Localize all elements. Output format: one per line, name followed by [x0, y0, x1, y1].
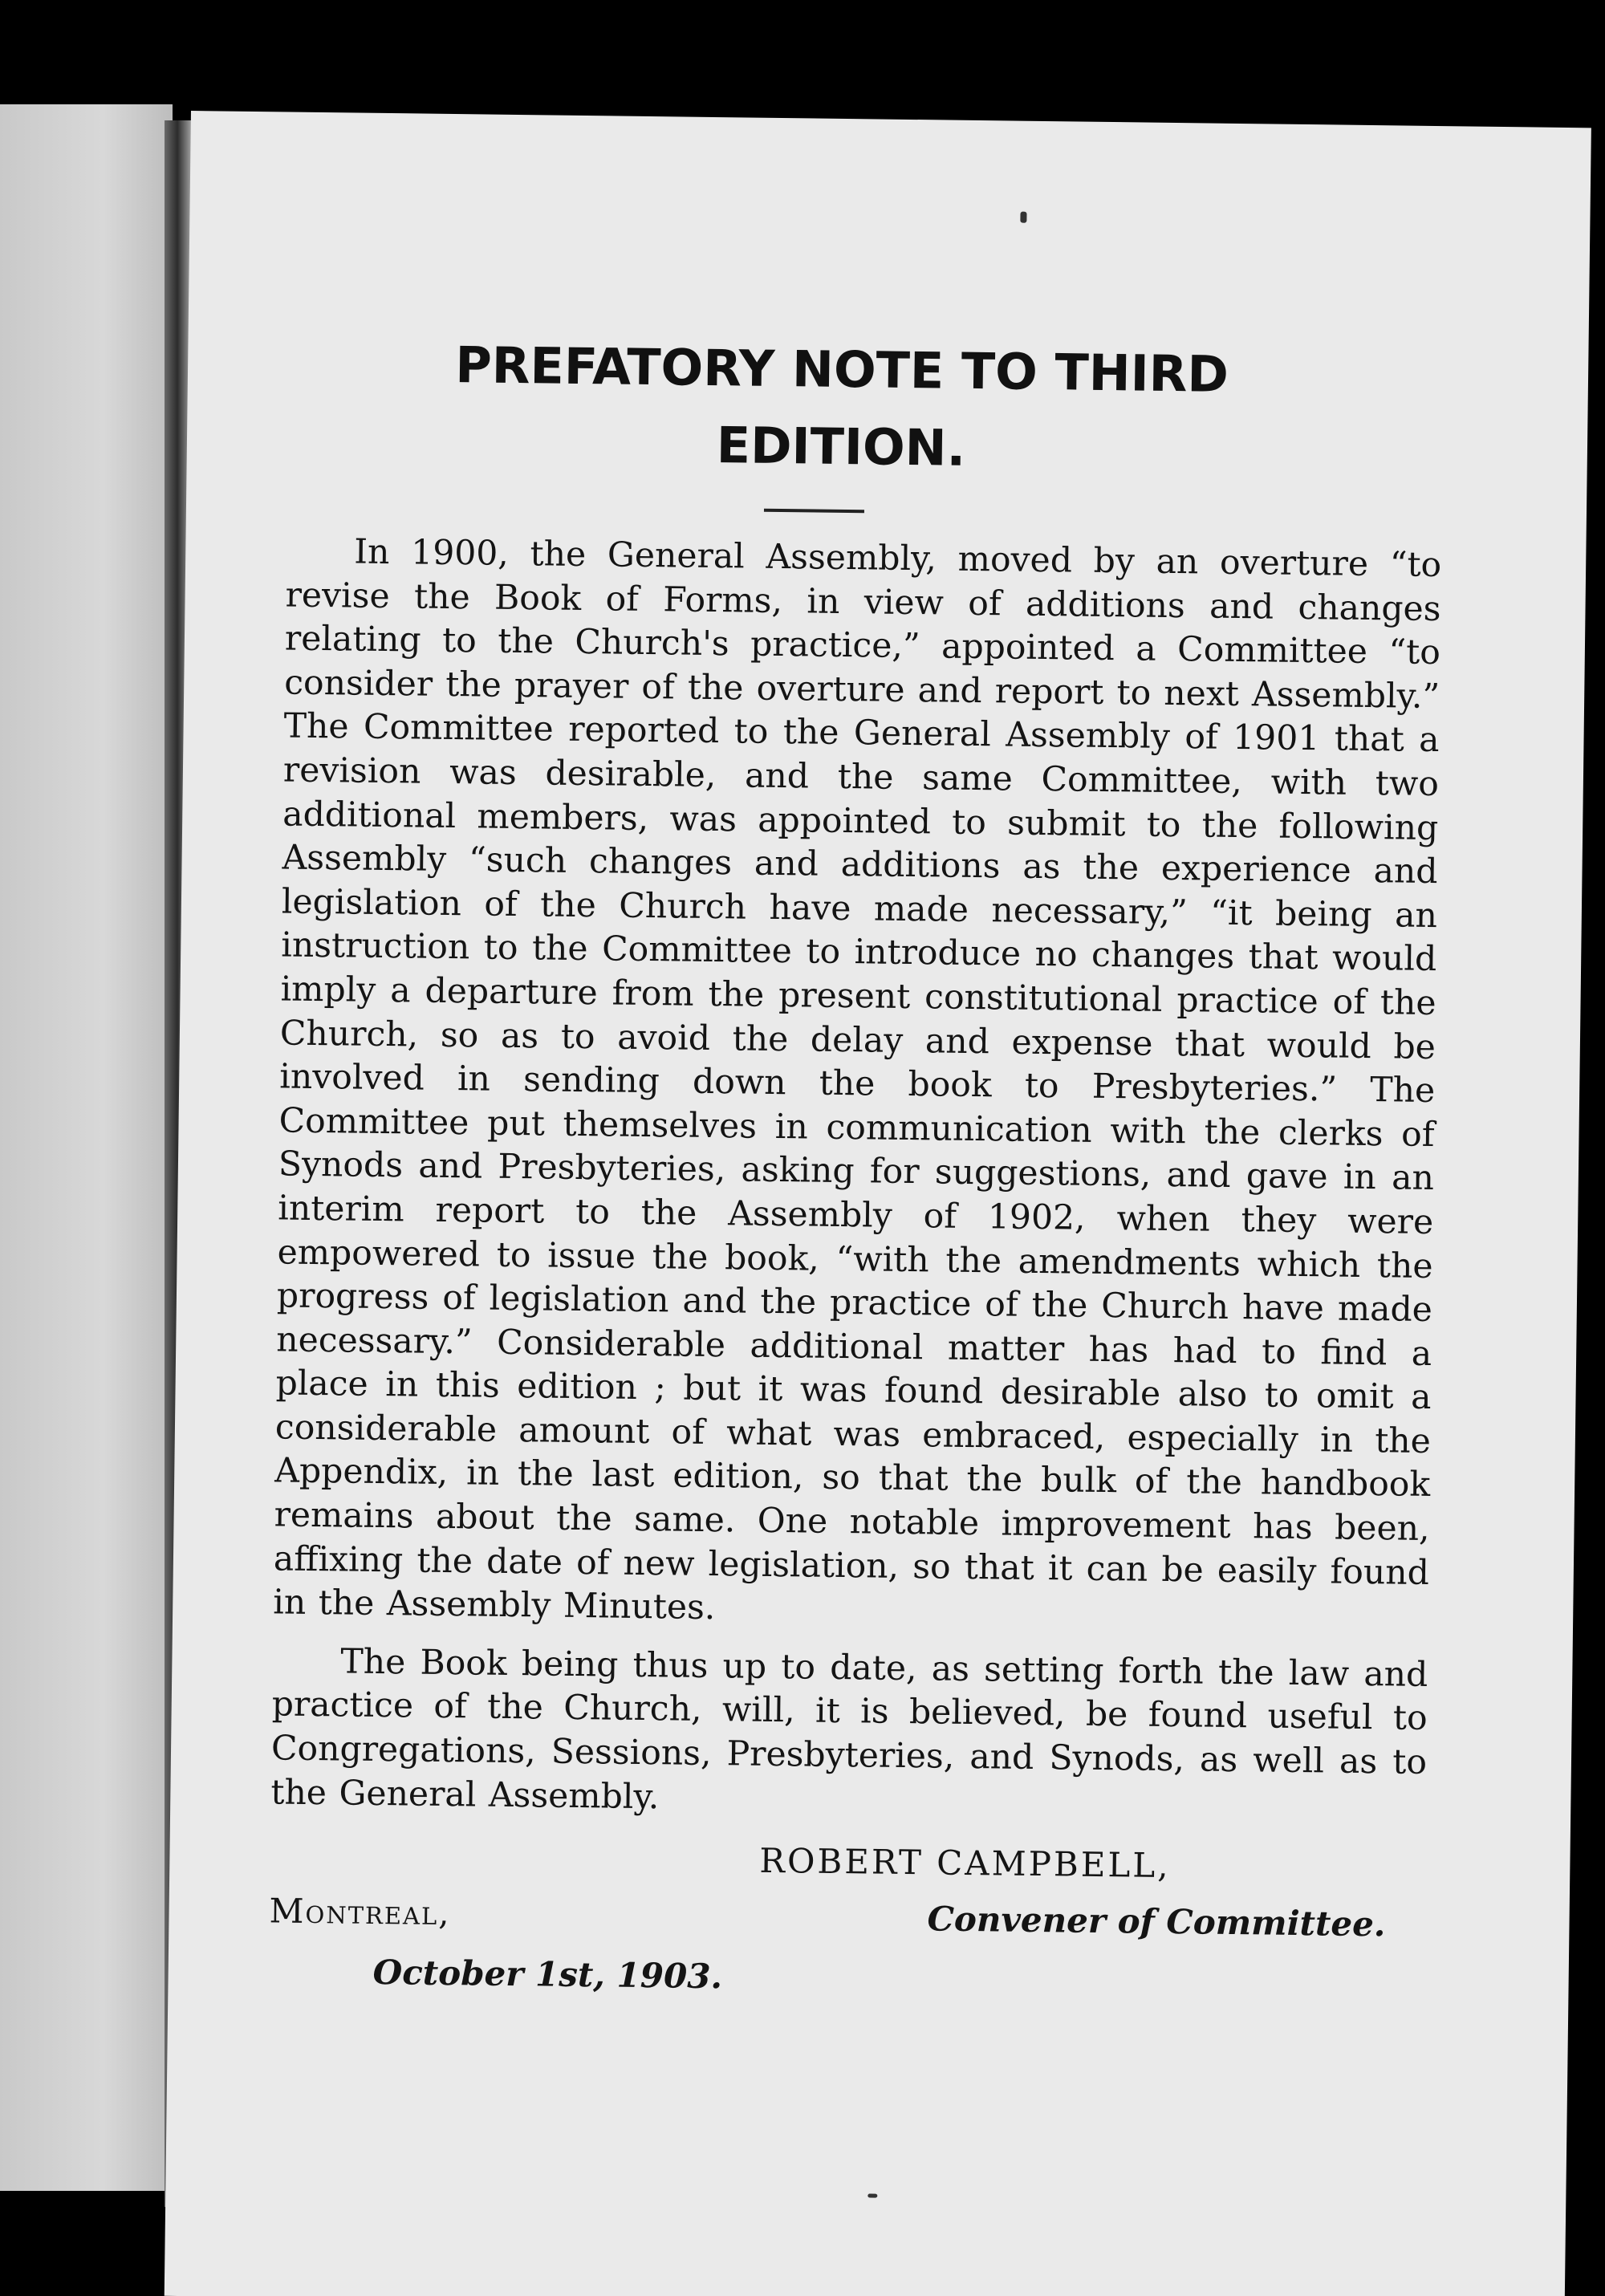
- body-paragraph-1: In 1900, the General Assembly, moved by an overture “to revise the Book of Forms, in view of additions and changes relating to the Church's practice,” appointed a Committee “to consider the prayer of the overture and report to next Assembly.” The Committee reported to the General Assembly of 1901 that a revision was desirable, and the same Committee, with two additional members, was appointed to submit to the following Assembly “such changes and additions as the experience and legislation of the Church have made necessary,” “it being an instruction to the Committee to introduce no changes that would imply a departure from the present constitutional practice of the Church, so as to avoid the delay and expense that would be involved in sending down the book to Presbyteries.” The Committee put themselves in communication with the clerks of Synods and Presbyteries, asking for suggestions, and gave in an interim report to the Assembly of 1902, when they were empowered to issue the book, “with the amendments which the progress of legislation and the practice of the Church have made necessary.” Considerable additional matter has had to find a place in this edition ; but it was found desirable also to omit a considerable amount of what was embraced, especially in the Appendix, in the last edition, so that the bulk of the handbook remains about the same. One notable improvement has been, affixing the date of new legislation, so that it can be easily found in the Assembly Minutes.: [272, 532, 1442, 1628]
- page-content: [268, 325, 1444, 2042]
- body-paragraph-2: The Book being thus up to date, as setting forth the law and practice of the Church, will, it is believed, be found useful to Congregations, Sessions, Presbyteries, and Synods, as well as to the General Assembly.: [270, 1642, 1428, 1817]
- facing-page-edge: [0, 104, 173, 2191]
- ink-speck: [868, 2193, 877, 2197]
- title-divider: [764, 509, 864, 514]
- place-name: Montreal,: [269, 1891, 451, 1933]
- page-title: PREFATORY NOTE TO THIRD EDITION.: [454, 335, 1229, 477]
- ink-speck: [1020, 212, 1026, 223]
- signer-name: ROBERT CAMPBELL,: [759, 1841, 1171, 1886]
- signer-title: Convener of Committee.: [927, 1899, 1386, 1944]
- signature-block: [268, 1835, 1426, 2042]
- book-page: [165, 111, 1591, 2296]
- date-line: October 1st, 1903.: [372, 1953, 723, 1997]
